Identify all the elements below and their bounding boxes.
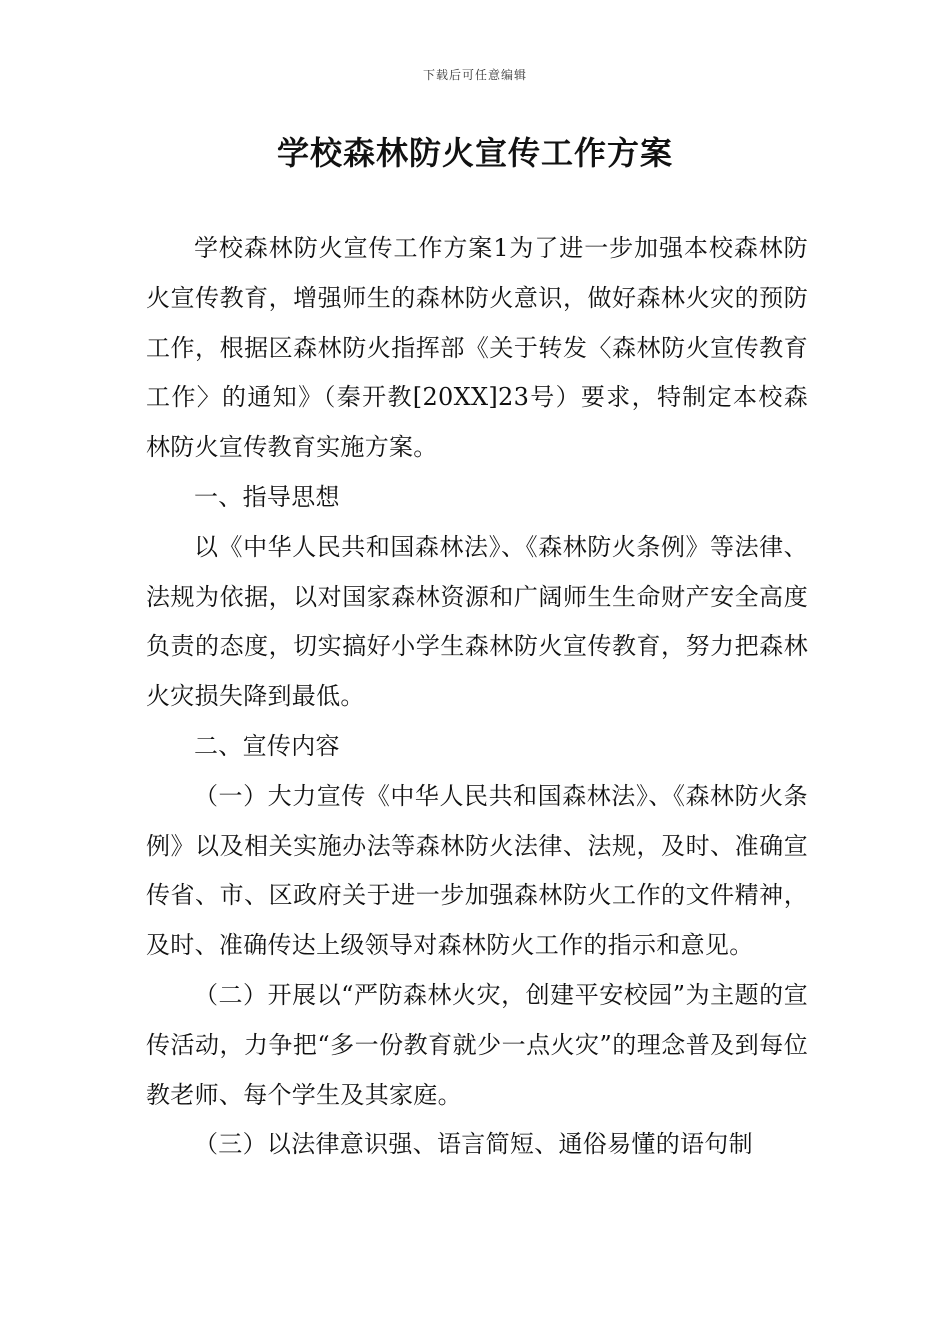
document-body (146, 224, 808, 1170)
paragraph-guiding-thought: 以《中华人民共和国森林法》、《森林防火条例》等法律、法规为依据，以对国家森林资源和广阔师生生命财产安全高度负责的态度，切实搞好小学生森林防火宣传教育，努力把森林火灾损失降到最低。 (146, 532, 808, 711)
paragraph-content-item-3: （三）以法律意识强、语言简短、通俗易懂的语句制 (194, 1130, 753, 1159)
paragraph-intro: 学校森林防火宣传工作方案1为了进一步加强本校森林防火宣传教育，增强师生的森林防火意识，做好森林火灾的预防工作，根据区森林防火指挥部《关于转发〈森林防火宣传教育工作〉的通知》（秦开教[20XX]23号）要求，特制定本校森林防火宣传教育实施方案。 (146, 234, 808, 462)
paragraph-content-item-2: （二）开展以“严防森林火灾，创建平安校园”为主题的宣传活动，力争把“多一份教育就少一点火灾”的理念普及到每位教老师、每个学生及其家庭。 (146, 980, 808, 1109)
section-heading-content: 二、宣传内容 (194, 731, 340, 760)
section-heading-guiding-thought: 一、指导思想 (194, 482, 340, 511)
paragraph-content-item-1: （一）大力宣传《中华人民共和国森林法》、《森林防火条例》以及相关实施办法等森林防火法律、法规，及时、准确宣传省、市、区政府关于进一步加强森林防火工作的文件精神，及时、准确传达上级领导对森林防火工作的指示和意见。 (146, 781, 808, 960)
document-title: 学校森林防火宣传工作方案 (276, 134, 673, 172)
page-header-note: 下载后可任意编辑 (422, 68, 527, 82)
